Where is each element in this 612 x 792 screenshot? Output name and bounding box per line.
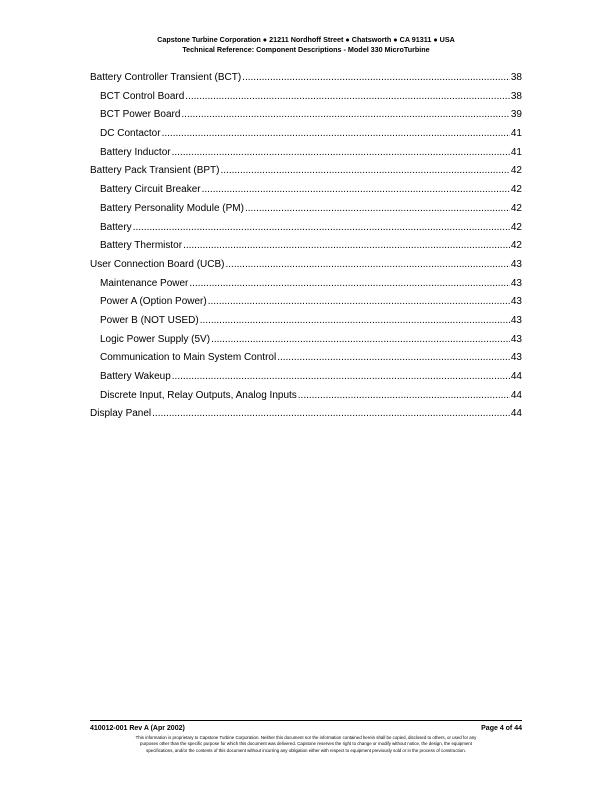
toc-entry[interactable] <box>90 165 522 184</box>
toc-entry[interactable] <box>90 72 522 91</box>
toc-entry[interactable] <box>90 91 522 110</box>
toc-entry-page: 38 <box>510 90 522 102</box>
toc-entry-page: 42 <box>510 221 522 233</box>
toc-entry-label: Discrete Input, Relay Outputs, Analog Inputs <box>100 389 297 401</box>
toc-entry[interactable] <box>90 334 522 353</box>
toc-entry[interactable] <box>90 408 522 427</box>
toc-entry-label: Battery Controller Transient (BCT) <box>90 72 242 83</box>
toc-dot-leader <box>133 222 510 233</box>
toc-entry-page: 44 <box>510 371 522 382</box>
toc-entry[interactable] <box>90 240 522 259</box>
footer-divider <box>90 720 522 721</box>
notice-line: specifications, and/or the contents of this document without incurring any obligation either with respect to equipment previously sold or in the process of construction. <box>146 747 466 753</box>
toc-entry-label: Display Panel <box>90 408 152 420</box>
toc-dot-leader <box>185 91 510 102</box>
header-company-line: Capstone Turbine Corporation ● 21211 Nordhoff Street ● Chatsworth ● CA 91311 ● USA <box>157 35 455 44</box>
toc-entry-page: 38 <box>510 72 522 83</box>
document-id: 410012-001 Rev A (Apr 2002) <box>90 725 185 732</box>
toc-entry[interactable] <box>90 296 522 315</box>
toc-dot-leader <box>200 315 510 326</box>
toc-dot-leader <box>245 203 510 214</box>
toc-entry-label: Battery Circuit Breaker <box>100 184 201 196</box>
toc-entry[interactable] <box>90 352 522 371</box>
toc-entry[interactable] <box>90 371 522 390</box>
toc-entry-label: Communication to Main System Control <box>100 352 277 364</box>
toc-entry-page: 42 <box>510 202 522 214</box>
toc-entry[interactable] <box>90 278 522 297</box>
toc-entry-page: 43 <box>510 314 522 326</box>
toc-entry[interactable] <box>90 128 522 147</box>
toc-entry-label: Battery Pack Transient (BPT) <box>90 165 220 177</box>
toc-entry-page: 44 <box>510 408 522 420</box>
toc-dot-leader <box>298 390 510 401</box>
toc-entry[interactable] <box>90 147 522 166</box>
toc-entry-page: 44 <box>510 389 522 401</box>
toc-dot-leader <box>162 128 510 139</box>
toc-entry-page: 41 <box>510 146 522 158</box>
header-document-title: Technical Reference: Component Descriptions - Model 330 MicroTurbine <box>182 44 430 54</box>
page-number: Page 4 of 44 <box>481 725 522 732</box>
toc-entry-label: BCT Power Board <box>100 109 181 121</box>
toc-entry-page: 42 <box>510 165 522 177</box>
toc-entry[interactable] <box>90 222 522 241</box>
toc-entry[interactable] <box>90 184 522 203</box>
toc-entry-label: Battery Wakeup <box>100 371 171 382</box>
toc-entry[interactable] <box>90 259 522 278</box>
toc-entry-label: Battery Inductor <box>100 146 171 158</box>
toc-dot-leader <box>277 352 510 363</box>
toc-entry[interactable] <box>90 203 522 222</box>
toc-dot-leader <box>181 109 509 120</box>
table-of-contents <box>90 72 522 427</box>
toc-dot-leader <box>226 259 510 270</box>
toc-dot-leader <box>152 408 510 419</box>
toc-entry-page: 41 <box>510 128 522 140</box>
toc-dot-leader <box>172 371 510 382</box>
toc-entry-page: 43 <box>510 333 522 345</box>
toc-entry-label: Battery Personality Module (PM) <box>100 202 244 214</box>
toc-entry-label: BCT Control Board <box>100 90 185 102</box>
toc-entry-label: Logic Power Supply (5V) <box>100 333 211 345</box>
toc-entry-label: Power B (NOT USED) <box>100 314 199 326</box>
toc-entry-label: Battery <box>100 221 132 233</box>
toc-entry-label: User Connection Board (UCB) <box>90 258 225 270</box>
toc-dot-leader <box>211 334 510 345</box>
page-footer <box>90 720 522 754</box>
toc-dot-leader <box>172 147 510 158</box>
toc-entry[interactable] <box>90 390 522 409</box>
toc-dot-leader <box>183 240 510 251</box>
toc-dot-leader <box>242 72 510 83</box>
toc-entry-label: Power A (Option Power) <box>100 296 207 308</box>
notice-line: This information is proprietary to Capstone Turbine Corporation. Neither this document nor the information contained herein shall be copied, disclosed to others, or used for any <box>135 735 477 740</box>
toc-entry-page: 43 <box>510 277 522 289</box>
toc-entry[interactable] <box>90 109 522 128</box>
toc-entry-page: 43 <box>510 258 522 270</box>
notice-line: purposes other than the specific purpose for which this document was delivered. Capstone reserves the right to change or modify without notice, the design, the equipment <box>140 741 472 747</box>
toc-entry-page: 43 <box>510 352 522 364</box>
toc-entry[interactable] <box>90 315 522 334</box>
toc-entry-page: 42 <box>510 184 522 196</box>
toc-entry-page: 43 <box>510 296 522 308</box>
proprietary-notice <box>90 735 522 754</box>
toc-entry-page: 42 <box>510 240 522 252</box>
toc-entry-label: Maintenance Power <box>100 277 189 289</box>
toc-dot-leader <box>189 278 509 289</box>
toc-entry-label: Battery Thermistor <box>100 240 183 252</box>
toc-dot-leader <box>208 296 510 307</box>
page-header <box>0 35 612 54</box>
toc-dot-leader <box>221 165 510 176</box>
toc-entry-label: DC Contactor <box>100 128 161 140</box>
toc-dot-leader <box>202 184 510 195</box>
toc-entry-page: 39 <box>510 109 522 121</box>
